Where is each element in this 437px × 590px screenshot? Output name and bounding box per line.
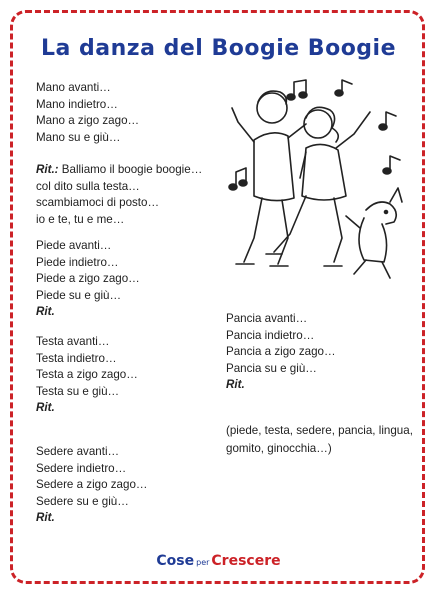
logo-part-3: Crescere — [211, 553, 281, 569]
music-note-icon — [379, 112, 396, 130]
verse-line: Testa a zigo zago… — [36, 368, 138, 381]
stanza-testa — [36, 334, 138, 417]
chorus-label: Rit.: — [36, 163, 59, 176]
verse-line: Mano su e giù… — [36, 130, 121, 144]
verse-line: Testa su e giù… — [36, 384, 120, 398]
verse-line: Pancia su e giù… — [226, 361, 317, 375]
music-note-icon — [335, 80, 352, 96]
verse-line: Sedere avanti… — [36, 445, 120, 458]
music-note-icon — [383, 156, 400, 174]
stanza-sedere — [36, 444, 148, 527]
logo-part-2: per — [196, 558, 210, 567]
verse-line: Testa indietro… — [36, 351, 117, 365]
verse-line: Testa avanti… — [36, 335, 110, 348]
chorus-first-line — [36, 162, 202, 179]
chorus — [36, 162, 202, 228]
verse-line: col dito sulla testa… — [36, 179, 140, 193]
verse-line: Piede su e giù… — [36, 288, 122, 302]
rit-marker: Rit. — [36, 305, 55, 318]
verse-line: Piede a zigo zago… — [36, 272, 140, 285]
rit-marker: Rit. — [226, 378, 245, 391]
stanza-pancia — [226, 311, 336, 394]
logo-part-1: Cose — [156, 553, 195, 569]
rit-marker: Rit. — [36, 511, 55, 524]
verse-line: Sedere indietro… — [36, 461, 127, 475]
verse-line: Sedere a zigo zago… — [36, 478, 148, 491]
verse-line: Pancia indietro… — [226, 328, 315, 342]
stanza-piede — [36, 238, 140, 321]
rit-marker: Rit. — [36, 401, 55, 414]
dancing-children-illustration — [214, 78, 414, 298]
cose-per-crescere-logo — [0, 553, 437, 569]
verse-line: Piede indietro… — [36, 255, 119, 269]
verse-line: Mano indietro… — [36, 97, 118, 111]
music-note-icon — [287, 80, 307, 100]
verse-line: io e te, tu e me… — [36, 212, 125, 226]
chorus-text: Balliamo il boogie boogie… — [61, 163, 203, 176]
verse-line: Sedere su e giù… — [36, 494, 129, 508]
verse-line: Pancia a zigo zago… — [226, 345, 336, 358]
page-title: La danza del Boogie Boogie — [40, 36, 397, 61]
music-note-icon — [229, 168, 247, 190]
verse-line: Mano avanti… — [36, 81, 111, 94]
verse-line: Mano a zigo zago… — [36, 114, 140, 127]
verse-line: Piede avanti… — [36, 239, 112, 252]
body-parts-note: (piede, testa, sedere, pancia, lingua, gomito, ginocchia…) — [226, 424, 413, 455]
verse-line: scambiamoci di posto… — [36, 196, 160, 209]
stanza-mano — [36, 80, 139, 146]
verse-line: Pancia avanti… — [226, 312, 308, 325]
